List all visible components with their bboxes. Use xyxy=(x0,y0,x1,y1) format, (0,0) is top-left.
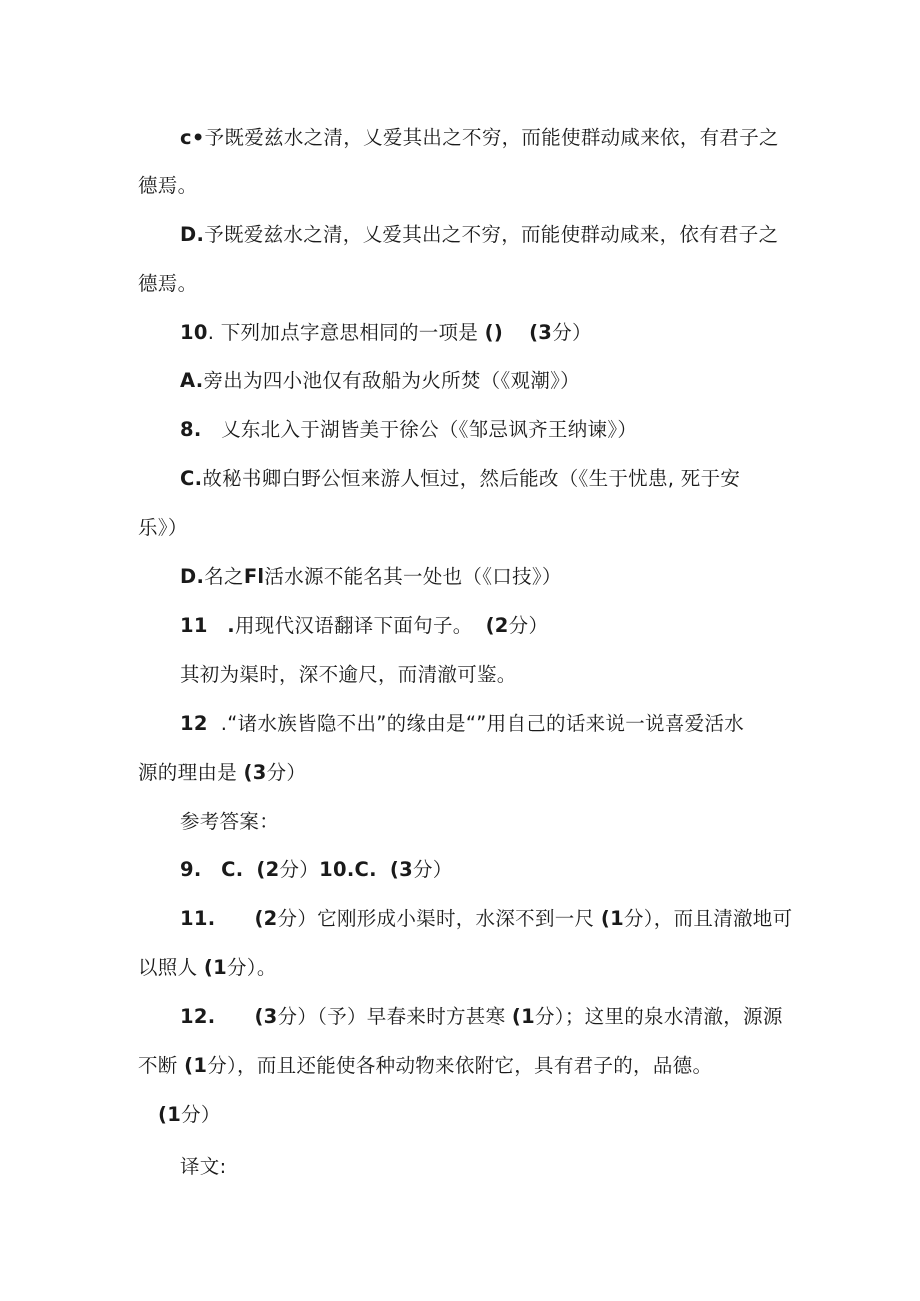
text-run: A. xyxy=(180,369,204,392)
text-run: 其初为渠时，深不逾尺，而清澈可鉴。 xyxy=(180,663,517,686)
text-run: 德焉。 xyxy=(138,272,198,295)
text-run: 12 xyxy=(180,712,208,735)
option-c-line-1 xyxy=(180,126,779,150)
text-run: 参考答案： xyxy=(180,810,280,833)
answer-9-10 xyxy=(180,858,453,882)
text-run: 8. xyxy=(180,418,202,441)
option-d-line-1 xyxy=(180,223,778,247)
question-10 xyxy=(180,321,592,345)
text-run: C. xyxy=(221,858,244,881)
text-run: 分）；这里的泉水清澈，源源 xyxy=(535,1005,783,1028)
text-run: (2 xyxy=(485,614,509,637)
text-run: 9. xyxy=(180,858,202,881)
text-run: 德焉。 xyxy=(138,174,198,197)
text-run: 分） xyxy=(279,858,320,881)
text-run: 分），而且清澈地可 xyxy=(623,907,793,930)
text-run: (1 xyxy=(600,907,624,930)
text-run xyxy=(243,858,256,881)
text-run: 不断 xyxy=(138,1054,185,1077)
text-run: 11. xyxy=(180,907,216,930)
text-run: (3 xyxy=(243,761,267,784)
answer-12-line-2 xyxy=(138,1054,712,1078)
text-run: (1 xyxy=(158,1103,182,1126)
text-run: (3 xyxy=(254,1005,278,1028)
text-run: 10 xyxy=(180,321,208,344)
text-run: 10.C. xyxy=(319,858,377,881)
text-run: 乐》） xyxy=(138,516,188,539)
question-10-option-d xyxy=(180,565,562,589)
text-run: 予既爱兹水之清，乂爱其出之不穷，而能使群动咸来依，有君子之 xyxy=(204,126,779,149)
text-run: 予既爱兹水之清，乂爱其出之不穷，而能使群动咸来，依有君子之 xyxy=(204,223,779,246)
question-10-option-c-line-2 xyxy=(138,516,188,540)
text-run: 12. xyxy=(180,1005,216,1028)
text-run: 分） xyxy=(412,858,453,881)
text-run xyxy=(202,858,222,881)
text-run: Fl xyxy=(243,565,265,588)
text-run: . xyxy=(227,614,235,637)
text-run: 分）。 xyxy=(227,956,277,979)
question-11 xyxy=(180,614,548,638)
answer-11-line-1 xyxy=(180,907,792,931)
translation-heading xyxy=(180,1155,226,1179)
answer-12-line-3 xyxy=(158,1103,221,1127)
question-10-option-c-line-1 xyxy=(180,467,740,491)
text-run: 分）（予）早春来时方甚寒 xyxy=(277,1005,512,1028)
answers-heading xyxy=(180,810,279,834)
text-run: 分） xyxy=(181,1103,221,1126)
text-run: 分） xyxy=(552,321,592,344)
question-12-line-1 xyxy=(180,712,744,736)
text-run: (2 xyxy=(256,858,280,881)
text-run: 分） xyxy=(266,761,307,784)
text-run: .“诸水族皆隐不出”的缘由是“”用自己的话来说一说喜爱活水 xyxy=(207,712,745,735)
text-run: 乂东北入于湖皆美于徐公（《邹忌讽齐王纳谏》） xyxy=(201,418,638,441)
text-run: 源的理由是 xyxy=(138,761,244,784)
text-run: (2 xyxy=(254,907,278,930)
text-run: 分） xyxy=(508,614,549,637)
text-run: (3 xyxy=(389,858,413,881)
text-run: (1 xyxy=(184,1054,208,1077)
text-run xyxy=(215,907,254,930)
question-10-option-b xyxy=(180,418,637,442)
text-run: 名之 xyxy=(204,565,244,588)
text-run: 故秘书卿白野公恒来游人恒过，然后能改（《生于忧患, 死于安 xyxy=(202,467,741,490)
text-run xyxy=(503,321,529,344)
answer-12-line-1 xyxy=(180,1005,783,1029)
question-10-option-a xyxy=(180,369,580,393)
text-run: 用现代汉语翻译下面句子。 xyxy=(234,614,486,637)
text-run: D. xyxy=(180,565,205,588)
text-run: 译文: xyxy=(180,1155,227,1178)
text-run: 分）它刚形成小渠时，水深不到一尺 xyxy=(277,907,601,930)
text-run: D. xyxy=(180,223,205,246)
text-run: c• xyxy=(180,126,205,149)
text-run: 以照人 xyxy=(138,956,204,979)
text-run: . 下列加点字意思相同的一项是 xyxy=(207,321,485,344)
text-run: 分），而且还能使各种动物来依附它，具有君子的，品德。 xyxy=(207,1054,713,1077)
text-run: (3 xyxy=(529,321,553,344)
question-12-line-2 xyxy=(138,761,306,785)
question-11-sentence xyxy=(180,663,517,687)
text-run xyxy=(208,614,228,637)
text-run: 11 xyxy=(180,614,208,637)
text-run xyxy=(215,1005,254,1028)
text-run: C. xyxy=(180,467,203,490)
text-run: (1 xyxy=(203,956,227,979)
text-run xyxy=(377,858,390,881)
text-run: 活水源不能名其一处也（《口技》） xyxy=(264,565,562,588)
text-run: (1 xyxy=(511,1005,535,1028)
option-c-line-2 xyxy=(138,174,197,198)
answer-11-line-2 xyxy=(138,956,277,980)
text-run: 旁出为四小池仅有敌船为火所焚（《观潮》） xyxy=(203,369,580,392)
text-run: () xyxy=(484,321,504,344)
option-d-line-2 xyxy=(138,272,197,296)
